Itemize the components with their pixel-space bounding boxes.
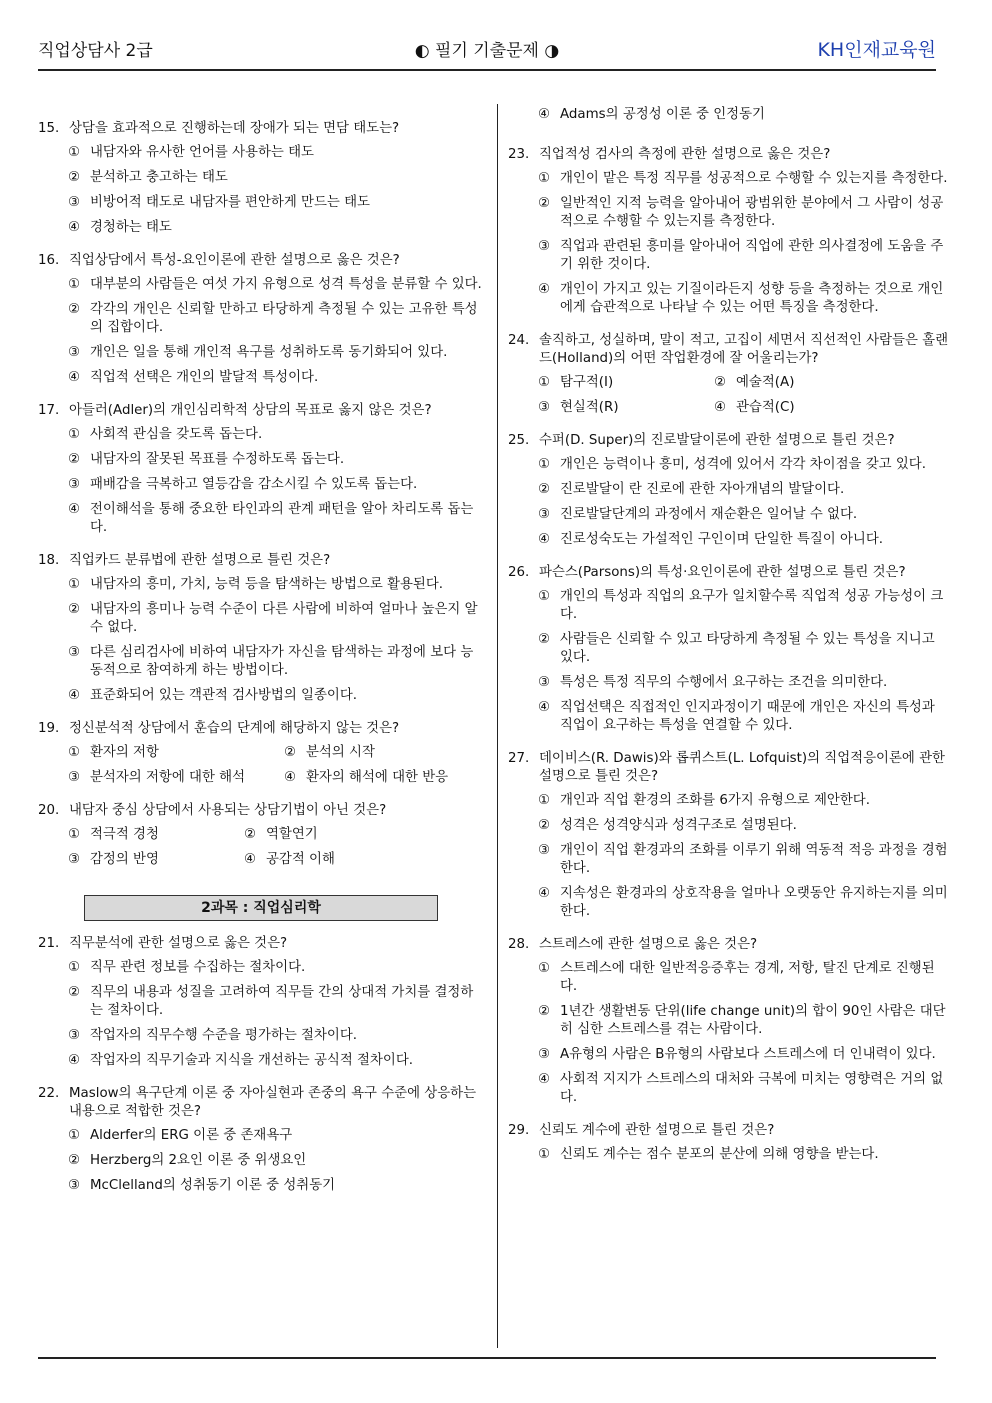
answer-option: [508, 817, 948, 835]
option-text: 신뢰도 계수는 점수 분포의 분산에 의해 영향을 받는다.: [560, 1147, 879, 1162]
answer-option: [508, 792, 948, 810]
header-exam-title: ◐ 필기 기출문제 ◑: [414, 41, 560, 61]
answer-option: [508, 238, 948, 274]
option-mark: ②: [538, 818, 551, 833]
option-mark: ①: [538, 457, 551, 472]
option-mark: ④: [68, 220, 81, 235]
question-stem: [508, 936, 948, 954]
option-mark: ②: [284, 745, 297, 760]
option-text: 1년간 생활변동 단위(life change unit)의 합이 90인 사람은 대단히 심한 스트레스를 겪는 사람이다.: [560, 1004, 946, 1037]
option-row: [508, 399, 948, 417]
option-text: 관습적(C): [736, 400, 795, 415]
question-text: 신뢰도 계수에 관한 설명으로 틀린 것은?: [539, 1123, 775, 1138]
option-mark: ①: [538, 961, 551, 976]
answer-option: [38, 1152, 484, 1170]
question-19: [38, 720, 484, 787]
option-text: 패배감을 극복하고 열등감을 감소시킬 수 있도록 돕는다.: [90, 477, 418, 492]
option-mark: ③: [538, 400, 551, 415]
option-text: 적극적 경청: [90, 827, 159, 842]
continued-option: [508, 106, 948, 124]
question-text: 데이비스(R. Dawis)와 롭퀴스트(L. Lofquist)의 직업적응이론에 관한 설명으로 틀린 것은?: [539, 751, 945, 784]
option-mark: ①: [68, 577, 81, 592]
answer-option: [38, 169, 484, 187]
question: [38, 1085, 484, 1195]
answer-option: [38, 687, 484, 705]
answer-option: [508, 842, 948, 878]
option-mark: ③: [68, 852, 81, 867]
option-mark: ③: [538, 843, 551, 858]
question: [38, 120, 484, 237]
option-row: [38, 851, 484, 869]
answer-option: [508, 506, 948, 524]
option-mark: ②: [714, 375, 727, 390]
option-mark: ③: [68, 1028, 81, 1043]
question-text: 직업상담에서 특성-요인이론에 관한 설명으로 옳은 것은?: [69, 253, 400, 268]
option-mark: ③: [68, 477, 81, 492]
answer-option: [508, 170, 948, 188]
answer-option: [38, 301, 484, 337]
option-row: [508, 374, 948, 392]
answer-option: [38, 1127, 484, 1145]
question-number: 24.: [508, 333, 530, 348]
option-text: 현실적(R): [560, 400, 619, 415]
option-mark: ③: [538, 239, 551, 254]
option-text: 직업적 선택은 개인의 발달적 특성이다.: [90, 370, 319, 385]
section-title: 2과목 : 직업심리학: [84, 895, 438, 921]
question-text: 아들러(Adler)의 개인심리학적 상담의 목표로 옳지 않은 것은?: [69, 403, 432, 418]
option-mark: ①: [538, 1147, 551, 1162]
option-text: 개인은 능력이나 흥미, 성격에 있어서 각각 차이점을 갖고 있다.: [560, 457, 926, 472]
answer-option: [508, 1071, 948, 1107]
option-text: A유형의 사람은 B유형의 사람보다 스트레스에 더 인내력이 있다.: [560, 1047, 936, 1062]
left-column: [38, 120, 484, 1210]
option-mark: ④: [68, 502, 81, 517]
option-mark: ①: [68, 1128, 81, 1143]
question-text: 직업카드 분류법에 관한 설명으로 틀린 것은?: [69, 553, 331, 568]
option-text: 개인이 맡은 특정 직무를 성공적으로 수행할 수 있는지를 측정한다.: [560, 171, 948, 186]
question: [38, 552, 484, 705]
question-stem: [38, 120, 484, 138]
question: [508, 146, 948, 317]
question-text: 스트레스에 관한 설명으로 옳은 것은?: [539, 937, 758, 952]
option-text: Alderfer의 ERG 이론 중 존재욕구: [90, 1128, 293, 1143]
option-text: 경청하는 태도: [90, 220, 172, 235]
option-text: Adams의 공정성 이론 중 인정동기: [560, 107, 765, 122]
answer-option: [508, 588, 948, 624]
option-mark: ②: [68, 302, 81, 317]
option-mark: ①: [538, 171, 551, 186]
option-mark: ②: [68, 170, 81, 185]
option-text: 직업과 관련된 흥미를 알아내어 직업에 관한 의사결정에 도움을 주기 위한 것이다.: [560, 239, 944, 272]
answer-option: [38, 1177, 484, 1195]
question: [508, 750, 948, 921]
option-mark: ②: [538, 1004, 551, 1019]
question-24: [508, 332, 948, 417]
option-mark: ②: [538, 196, 551, 211]
right-column: [508, 106, 948, 1179]
question-stem: [38, 552, 484, 570]
option-text: 개인의 특성과 직업의 요구가 일치할수록 직업적 성공 가능성이 크다.: [560, 589, 944, 622]
option-text: 환자의 저항: [90, 745, 159, 760]
answer-option: [538, 374, 714, 392]
question-stem: [38, 252, 484, 270]
question: [38, 402, 484, 537]
answer-option: [508, 531, 948, 549]
question-text: 파슨스(Parsons)의 특성·요인이론에 관한 설명으로 틀린 것은?: [539, 565, 906, 580]
option-mark: ④: [68, 370, 81, 385]
option-mark: ④: [538, 886, 551, 901]
option-mark: ②: [244, 827, 257, 842]
option-mark: ④: [538, 700, 551, 715]
option-text: 진로성숙도는 가설적인 구인이며 단일한 특질이 아니다.: [560, 532, 884, 547]
option-mark: ①: [538, 589, 551, 604]
option-mark: ①: [68, 145, 81, 160]
header-course-title: 직업상담사 2급: [38, 41, 153, 61]
page-header: [38, 36, 936, 66]
option-text: 개인은 일을 통해 개인적 욕구를 성취하도록 동기화되어 있다.: [90, 345, 448, 360]
question-text: 정신분석적 상담에서 훈습의 단계에 해당하지 않는 것은?: [69, 721, 400, 736]
answer-option: [508, 1146, 948, 1164]
option-text: 내담자의 흥미나 능력 수준이 다른 사람에 비하여 얼마나 높은지 알 수 없다.: [90, 602, 478, 635]
option-mark: ②: [68, 1153, 81, 1168]
answer-option: [538, 399, 714, 417]
question-list: [38, 120, 484, 705]
question-stem: [38, 402, 484, 420]
option-text: 개인이 가지고 있는 기질이라든지 성향 등을 측정하는 것으로 개인에게 습관적으로 나타날 수 있는 어떤 특징을 측정한다.: [560, 282, 944, 315]
question-stem: [38, 720, 484, 738]
option-mark: ④: [538, 282, 551, 297]
question-20: [38, 802, 484, 869]
option-text: 전이해석을 통해 중요한 타인과의 관계 패턴을 알아 차리도록 돕는다.: [90, 502, 474, 535]
question-number: 16.: [38, 253, 60, 268]
option-text: 비방어적 태도로 내담자를 편안하게 만드는 태도: [90, 195, 370, 210]
answer-option: [38, 194, 484, 212]
answer-option: [284, 769, 448, 787]
answer-option: [508, 195, 948, 231]
option-text: Herzberg의 2요인 이론 중 위생요인: [90, 1153, 307, 1168]
option-text: 내담자와 유사한 언어를 사용하는 태도: [90, 145, 314, 160]
answer-option: [508, 885, 948, 921]
option-mark: ④: [244, 852, 257, 867]
question: [38, 935, 484, 1070]
question-text: 내담자 중심 상담에서 사용되는 상담기법이 아닌 것은?: [69, 803, 387, 818]
question: [508, 564, 948, 735]
option-mark: ①: [68, 960, 81, 975]
option-mark: ①: [68, 827, 81, 842]
option-mark: ③: [68, 1178, 81, 1193]
option-text: 각각의 개인은 신뢰할 만하고 타당하게 측정될 수 있는 고유한 특성의 집합이다.: [90, 302, 478, 335]
column-divider: [497, 104, 498, 1348]
answer-option: [38, 501, 484, 537]
option-text: 직업선택은 직접적인 인지과정이기 때문에 개인은 자신의 특성과 직업이 요구하는 특성을 연결할 수 있다.: [560, 700, 935, 733]
option-text: 내담자의 잘못된 목표를 수정하도록 돕는다.: [90, 452, 345, 467]
question-number: 25.: [508, 433, 530, 448]
option-text: 분석자의 저항에 대한 해석: [90, 770, 246, 785]
question-number: 27.: [508, 751, 530, 766]
answer-option: [38, 1027, 484, 1045]
answer-option: [508, 960, 948, 996]
question-number: 19.: [38, 721, 60, 736]
answer-option: [508, 699, 948, 735]
option-mark: ④: [284, 770, 297, 785]
option-text: 개인과 직업 환경의 조화를 6가지 유형으로 제안한다.: [560, 793, 870, 808]
question: [508, 936, 948, 1107]
option-row: [38, 826, 484, 844]
question-stem: [508, 750, 948, 786]
answer-option: [38, 451, 484, 469]
option-text: 사회적 지지가 스트레스의 대처와 극복에 미치는 영향력은 거의 없다.: [560, 1072, 944, 1105]
answer-option: [284, 744, 375, 762]
question-stem: [508, 432, 948, 450]
answer-option: [508, 456, 948, 474]
answer-option: [508, 281, 948, 317]
answer-option: [38, 1052, 484, 1070]
answer-option: [38, 369, 484, 387]
header-brand: KH인재교육원: [817, 39, 936, 61]
answer-option: [244, 851, 335, 869]
option-mark: ②: [68, 985, 81, 1000]
question-stem: [508, 332, 948, 368]
answer-option: [508, 1046, 948, 1064]
option-mark: ③: [68, 645, 81, 660]
question-text: 직무분석에 관한 설명으로 옳은 것은?: [69, 936, 288, 951]
option-text: 표준화되어 있는 객관적 검사방법의 일종이다.: [90, 688, 358, 703]
question-stem: [38, 935, 484, 953]
question-text: Maslow의 욕구단계 이론 중 자아실현과 존중의 욕구 수준에 상응하는 내용으로 적합한 것은?: [69, 1086, 477, 1119]
answer-option: [714, 374, 794, 392]
question-text: 수퍼(D. Super)의 진로발달이론에 관한 설명으로 틀린 것은?: [539, 433, 895, 448]
question: [508, 432, 948, 549]
question-number: 22.: [38, 1086, 60, 1101]
option-mark: ①: [538, 375, 551, 390]
question-number: 28.: [508, 937, 530, 952]
option-text: 환자의 해석에 대한 반응: [306, 770, 449, 785]
question-stem: [38, 1085, 484, 1121]
answer-option: [508, 1003, 948, 1039]
option-mark: ④: [68, 1053, 81, 1068]
answer-option: [38, 144, 484, 162]
option-mark: ③: [68, 770, 81, 785]
option-text: 분석하고 충고하는 태도: [90, 170, 228, 185]
option-mark: ①: [68, 427, 81, 442]
question-stem: [508, 146, 948, 164]
answer-option: [38, 959, 484, 977]
option-text: 사회적 관심을 갖도록 돕는다.: [90, 427, 263, 442]
option-text: 다른 심리검사에 비하여 내담자가 자신을 탐색하는 과정에 보다 능동적으로 참여하게 하는 방법이다.: [90, 645, 474, 678]
option-text: 스트레스에 대한 일반적응증후는 경계, 저항, 탈진 단계로 진행된다.: [560, 961, 935, 994]
question-number: 17.: [38, 403, 60, 418]
question-number: 20.: [38, 803, 60, 818]
answer-option: [244, 826, 318, 844]
option-text: 직무 관련 정보를 수집하는 절차이다.: [90, 960, 306, 975]
option-text: 사람들은 신뢰할 수 있고 타당하게 측정될 수 있는 특성을 지니고 있다.: [560, 632, 935, 665]
answer-option: [38, 276, 484, 294]
option-mark: ③: [68, 345, 81, 360]
option-row: [38, 769, 484, 787]
option-mark: ③: [538, 1047, 551, 1062]
option-mark: ④: [714, 400, 727, 415]
option-mark: ②: [538, 632, 551, 647]
option-mark: ①: [68, 745, 81, 760]
question-list: [508, 432, 948, 1164]
option-text: 대부분의 사람들은 여섯 가지 유형으로 성격 특성을 분류할 수 있다.: [90, 277, 482, 292]
option-text: 공감적 이해: [266, 852, 335, 867]
question-list: [508, 146, 948, 317]
option-text: 예술적(A): [736, 375, 795, 390]
answer-option: [508, 481, 948, 499]
answer-option: [68, 744, 284, 762]
option-text: 직무의 내용과 성질을 고려하여 직무들 간의 상대적 가치를 결정하는 절차이다.: [90, 985, 474, 1018]
answer-option: [68, 769, 284, 787]
option-mark: ④: [538, 1072, 551, 1087]
answer-option: [38, 576, 484, 594]
question-text: 직업적성 검사의 측정에 관한 설명으로 옳은 것은?: [539, 147, 831, 162]
answer-option: [38, 426, 484, 444]
option-text: 탐구적(I): [560, 375, 614, 390]
option-text: 역할연기: [266, 827, 318, 842]
header-rule: [38, 69, 936, 71]
answer-option: [38, 601, 484, 637]
option-row: [38, 744, 484, 762]
option-mark: ④: [538, 107, 551, 122]
option-text: 분석의 시작: [306, 745, 375, 760]
option-mark: ③: [538, 675, 551, 690]
question-number: 18.: [38, 553, 60, 568]
option-mark: ②: [68, 452, 81, 467]
option-mark: ④: [538, 532, 551, 547]
question: [38, 252, 484, 387]
option-text: 특성은 특정 직무의 수행에서 요구하는 조건을 의미한다.: [560, 675, 888, 690]
option-mark: ①: [538, 793, 551, 808]
question-list: [38, 935, 484, 1195]
answer-option: [508, 631, 948, 667]
option-mark: ②: [538, 482, 551, 497]
question: [508, 1122, 948, 1164]
option-mark: ②: [68, 602, 81, 617]
option-text: 진로발달단계의 과정에서 재순환은 일어날 수 없다.: [560, 507, 858, 522]
question-text: 솔직하고, 성실하며, 말이 적고, 고집이 세면서 직선적인 사람들은 홀랜드(Holland)의 어떤 작업환경에 잘 어울리는가?: [539, 333, 949, 366]
option-text: 지속성은 환경과의 상호작용을 얼마나 오랫동안 유지하는지를 의미한다.: [560, 886, 948, 919]
option-text: 작업자의 직무수행 수준을 평가하는 절차이다.: [90, 1028, 358, 1043]
answer-option: [714, 399, 795, 417]
option-text: 개인이 직업 환경과의 조화를 이루기 위해 역동적 적응 과정을 경험한다.: [560, 843, 948, 876]
option-text: 작업자의 직무기술과 지식을 개선하는 공식적 절차이다.: [90, 1053, 414, 1068]
question-text: 상담을 효과적으로 진행하는데 장애가 되는 면담 태도는?: [69, 121, 400, 136]
answer-option: [68, 851, 244, 869]
answer-option: [38, 644, 484, 680]
option-text: 진로발달이 란 진로에 관한 자아개념의 발달이다.: [560, 482, 845, 497]
question-stem: [38, 802, 484, 820]
question-number: 26.: [508, 565, 530, 580]
question-number: 23.: [508, 147, 530, 162]
option-mark: ④: [68, 688, 81, 703]
question-stem: [508, 564, 948, 582]
answer-option: [38, 984, 484, 1020]
option-mark: ③: [538, 507, 551, 522]
answer-option: [508, 674, 948, 692]
footer-rule: [38, 1357, 936, 1359]
question-stem: [508, 1122, 948, 1140]
question-number: 21.: [38, 936, 60, 951]
option-text: 일반적인 지적 능력을 알아내어 광범위한 분야에서 그 사람이 성공적으로 수행할 수 있는지를 측정한다.: [560, 196, 944, 229]
question-number: 15.: [38, 121, 60, 136]
option-mark: ①: [68, 277, 81, 292]
option-text: 내담자의 흥미, 가치, 능력 등을 탐색하는 방법으로 활용된다.: [90, 577, 444, 592]
option-text: 감정의 반영: [90, 852, 159, 867]
answer-option: [38, 219, 484, 237]
option-mark: ③: [68, 195, 81, 210]
answer-option: [38, 344, 484, 362]
question-number: 29.: [508, 1123, 530, 1138]
answer-option: [38, 476, 484, 494]
option-text: 성격은 성격양식과 성격구조로 설명된다.: [560, 818, 797, 833]
answer-option: [68, 826, 244, 844]
option-text: McClelland의 성취동기 이론 중 성취동기: [90, 1178, 336, 1193]
